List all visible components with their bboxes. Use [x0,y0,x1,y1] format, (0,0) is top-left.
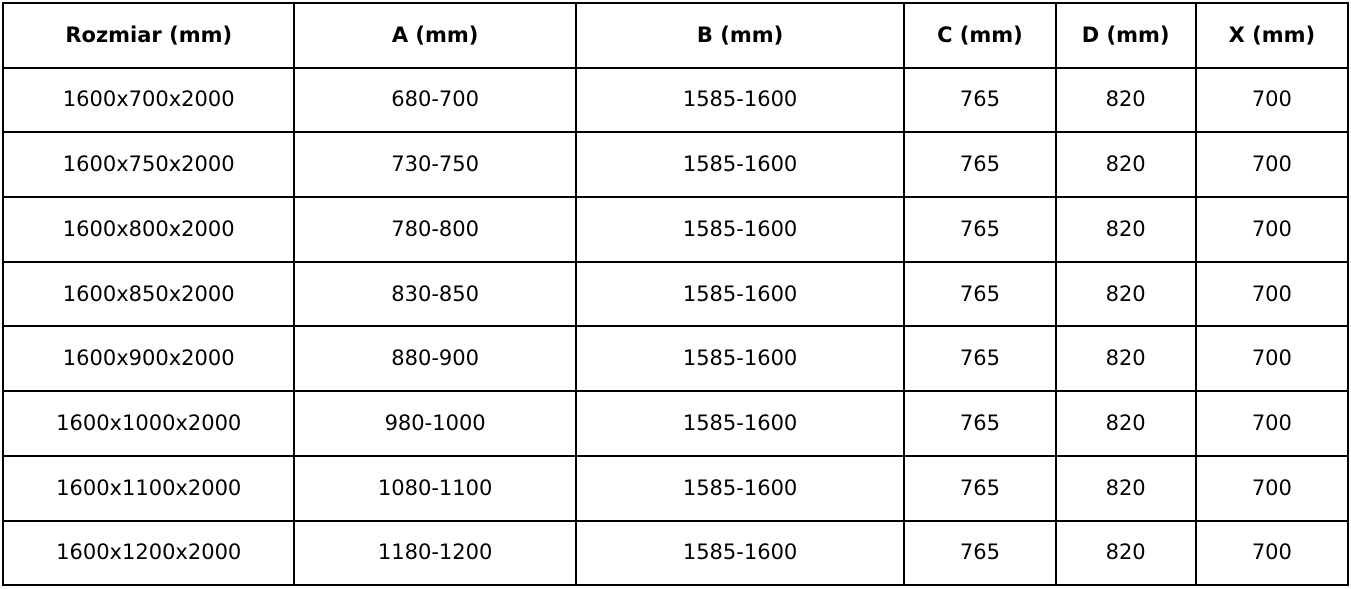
cell-d: 820 [1056,521,1196,586]
table-header-row [3,3,1348,68]
cell-d: 820 [1056,456,1196,521]
table-row [3,326,1348,391]
cell-a: 880-900 [294,326,575,391]
cell-b: 1585-1600 [576,456,904,521]
cell-rozmiar: 1600x850x2000 [3,262,294,327]
table-row [3,391,1348,456]
cell-rozmiar: 1600x700x2000 [3,68,294,133]
cell-b: 1585-1600 [576,68,904,133]
cell-c: 765 [904,197,1055,262]
cell-b: 1585-1600 [576,197,904,262]
cell-b: 1585-1600 [576,132,904,197]
column-header-rozmiar: Rozmiar (mm) [3,3,294,68]
table-row [3,521,1348,586]
cell-c: 765 [904,326,1055,391]
cell-rozmiar: 1600x800x2000 [3,197,294,262]
cell-x: 700 [1196,262,1348,327]
cell-x: 700 [1196,326,1348,391]
cell-rozmiar: 1600x900x2000 [3,326,294,391]
cell-x: 700 [1196,456,1348,521]
cell-x: 700 [1196,391,1348,456]
table-body [3,68,1348,586]
size-specification-table [2,2,1349,586]
cell-a: 1080-1100 [294,456,575,521]
column-header-a: A (mm) [294,3,575,68]
cell-d: 820 [1056,391,1196,456]
cell-a: 780-800 [294,197,575,262]
cell-a: 730-750 [294,132,575,197]
cell-c: 765 [904,391,1055,456]
cell-c: 765 [904,132,1055,197]
cell-d: 820 [1056,197,1196,262]
cell-x: 700 [1196,521,1348,586]
cell-x: 700 [1196,68,1348,133]
table-row [3,68,1348,133]
column-header-d: D (mm) [1056,3,1196,68]
cell-a: 830-850 [294,262,575,327]
table-row [3,456,1348,521]
cell-c: 765 [904,456,1055,521]
cell-rozmiar: 1600x1000x2000 [3,391,294,456]
cell-rozmiar: 1600x750x2000 [3,132,294,197]
cell-b: 1585-1600 [576,326,904,391]
table-row [3,262,1348,327]
cell-b: 1585-1600 [576,521,904,586]
column-header-x: X (mm) [1196,3,1348,68]
cell-c: 765 [904,521,1055,586]
cell-a: 980-1000 [294,391,575,456]
column-header-c: C (mm) [904,3,1055,68]
cell-d: 820 [1056,262,1196,327]
cell-b: 1585-1600 [576,262,904,327]
cell-x: 700 [1196,197,1348,262]
cell-d: 820 [1056,68,1196,133]
cell-d: 820 [1056,326,1196,391]
cell-rozmiar: 1600x1200x2000 [3,521,294,586]
table-header [3,3,1348,68]
table-row [3,132,1348,197]
column-header-b: B (mm) [576,3,904,68]
cell-rozmiar: 1600x1100x2000 [3,456,294,521]
cell-b: 1585-1600 [576,391,904,456]
cell-d: 820 [1056,132,1196,197]
cell-c: 765 [904,262,1055,327]
cell-x: 700 [1196,132,1348,197]
table-row [3,197,1348,262]
cell-a: 1180-1200 [294,521,575,586]
cell-c: 765 [904,68,1055,133]
cell-a: 680-700 [294,68,575,133]
